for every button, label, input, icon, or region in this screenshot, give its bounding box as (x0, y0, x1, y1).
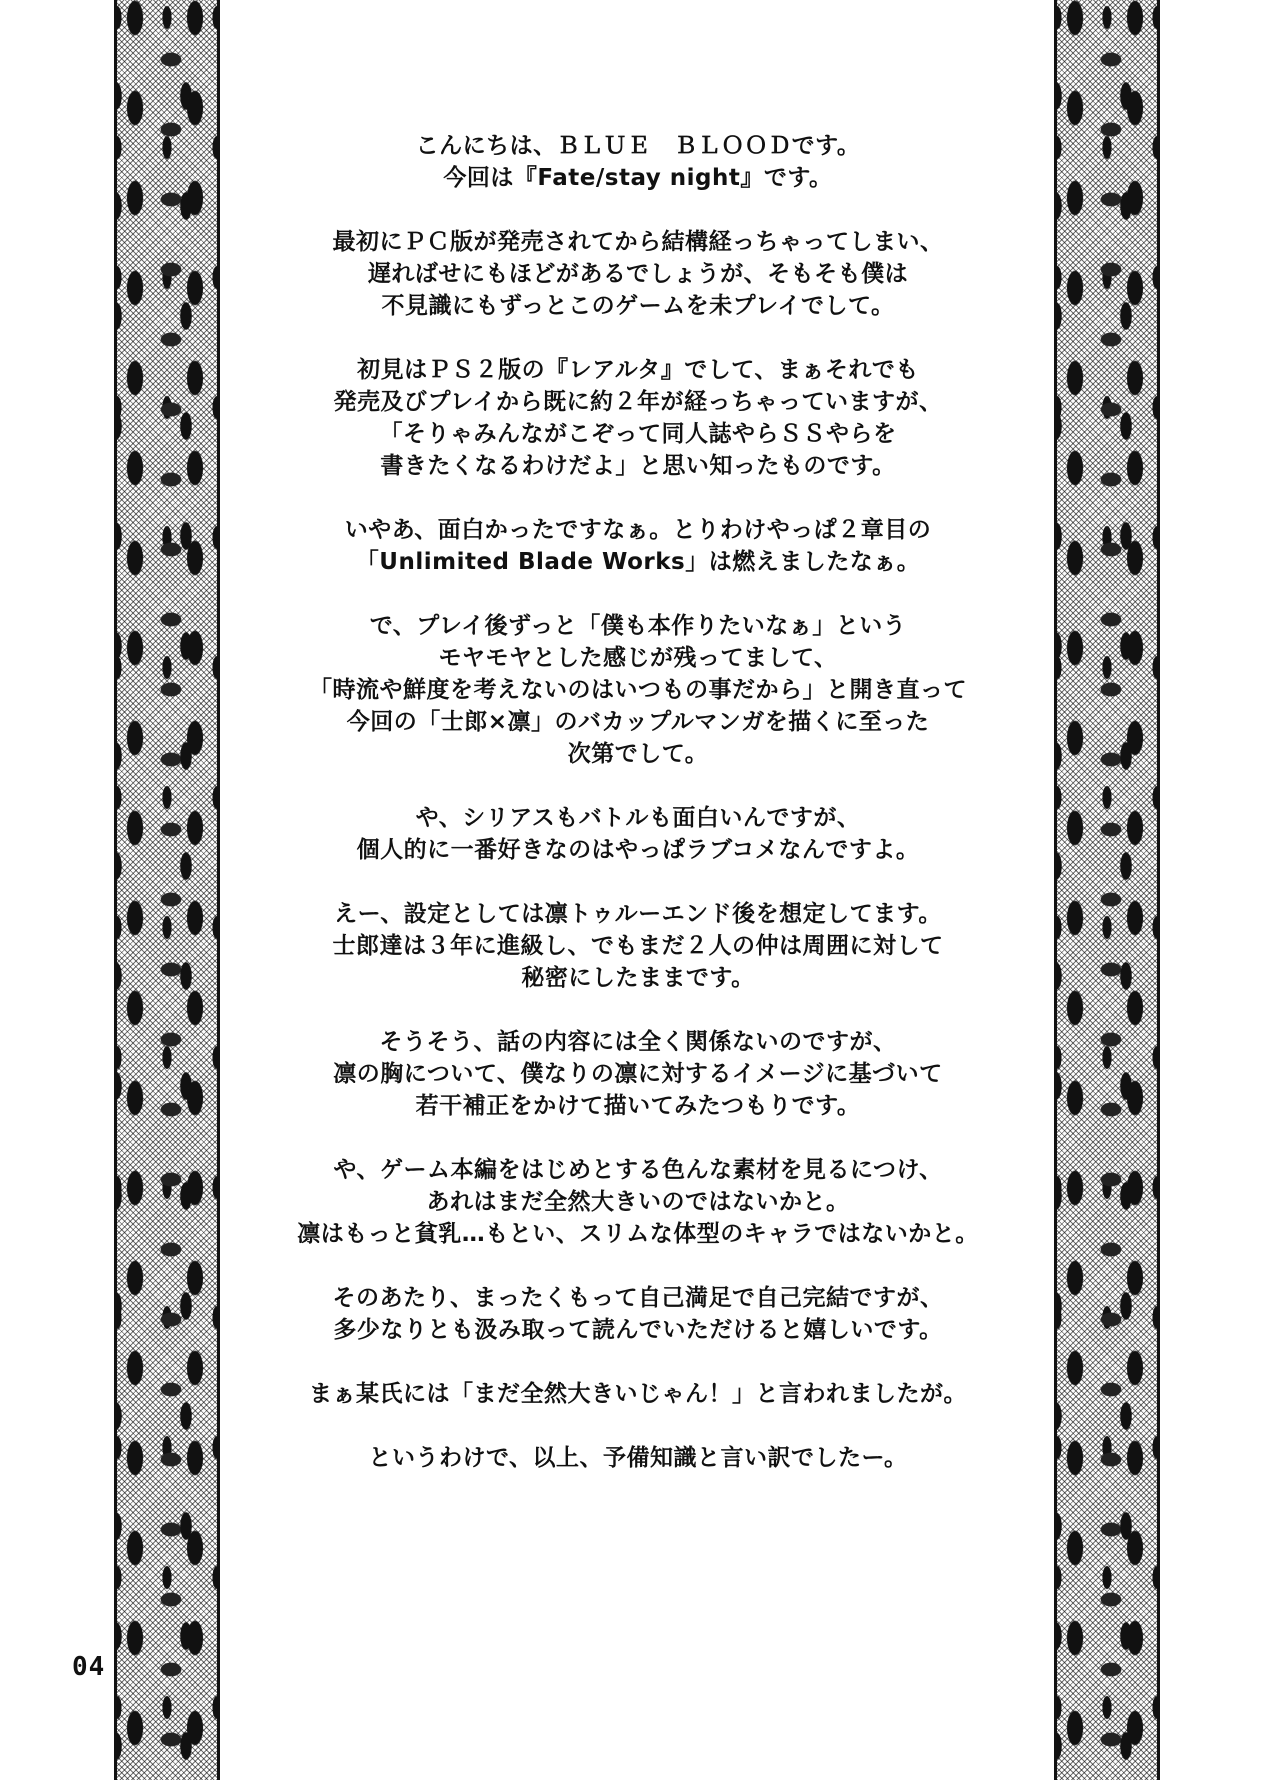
text-line: 初見はＰＳ２版の『レアルタ』でして、まぁそれでも (357, 357, 919, 383)
paragraph (236, 802, 1040, 866)
text-line: 若干補正をかけて描いてみたつもりです。 (415, 1093, 861, 1119)
decorative-border-left (114, 0, 220, 1780)
text-line: えー、設定としては凛トゥルーエンド後を想定してます。 (334, 901, 942, 927)
paragraph (236, 130, 1040, 194)
paragraph (236, 226, 1040, 322)
paragraph (236, 514, 1040, 578)
text-line: 個人的に一番好きなのはやっぱラブコメなんですよ。 (356, 837, 920, 863)
paragraph (236, 1154, 1040, 1250)
text-line: 最初にＰＣ版が発売されてから結構経っちゃってしまい、 (332, 229, 944, 255)
text-line: いやあ、面白かったですなぁ。とりわけやっぱ２章目の (344, 517, 932, 543)
text-line: 遅ればせにもほどがあるでしょうが、そもそも僕は (367, 261, 909, 287)
text-line: そのあたり、まったくもって自己満足で自己完結ですが、 (332, 1285, 944, 1311)
text-line: そうそう、話の内容には全く関係ないのですが、 (379, 1029, 897, 1055)
text-line: まぁ某氏には「まだ全然大きいじゃん！」と言われましたが。 (309, 1381, 967, 1407)
text-line: 次第でして。 (567, 741, 709, 767)
text-line: で、プレイ後ずっと「僕も本作りたいなぁ」という (369, 613, 907, 639)
text-line: 「Unlimited Blade Works」は燃えましたなぁ。 (355, 549, 921, 575)
decorative-border-right (1054, 0, 1160, 1780)
text-line: あれはまだ全然大きいのではないかと。 (426, 1189, 850, 1215)
text-line: 「そりゃみんながこぞって同人誌やらＳＳやらを (379, 421, 897, 447)
paragraph (236, 1378, 1040, 1410)
text-line: 士郎達は３年に進級し、でもまだ２人の仲は周囲に対して (332, 933, 944, 959)
text-line: 凛はもっと貧乳…もとい、スリムな体型のキャラではないかと。 (297, 1221, 979, 1247)
text-line: 今回の「士郎×凛」のバカップルマンガを描くに至った (346, 709, 930, 735)
text-line: 書きたくなるわけだよ」と思い知ったものです。 (380, 453, 896, 479)
text-line: 凛の胸について、僕なりの凛に対するイメージに基づいて (333, 1061, 943, 1087)
text-line: 「時流や鮮度を考えないのはいつもの事だから」と開き直って (309, 677, 967, 703)
text-line: 不見識にもずっとこのゲームを未プレイでして。 (381, 293, 895, 319)
page-number: 04 (72, 1652, 106, 1682)
afterword-text (236, 130, 1040, 1506)
paragraph (236, 1282, 1040, 1346)
text-line: というわけで、以上、予備知識と言い訳でしたー。 (368, 1445, 908, 1471)
paragraph (236, 354, 1040, 482)
paragraph (236, 610, 1040, 770)
text-line: 多少なりとも汲み取って読んでいただけると嬉しいです。 (333, 1317, 943, 1343)
text-line: や、シリアスもバトルも面白いんですが、 (415, 805, 861, 831)
text-line: 秘密にしたままです。 (521, 965, 755, 991)
paragraph (236, 1026, 1040, 1122)
text-line: 今回は『Fate/stay night』です。 (443, 165, 833, 191)
text-line: こんにちは、ＢＬＵＥ ＢＬＯＯＤです。 (415, 133, 861, 159)
text-line: や、ゲーム本編をはじめとする色んな素材を見るにつけ、 (333, 1157, 943, 1183)
text-line: 発売及びプレイから既に約２年が経っちゃっていますが、 (333, 389, 943, 415)
paragraph (236, 898, 1040, 994)
text-line: モヤモヤとした感じが残ってまして、 (438, 645, 838, 671)
paragraph (236, 1442, 1040, 1474)
